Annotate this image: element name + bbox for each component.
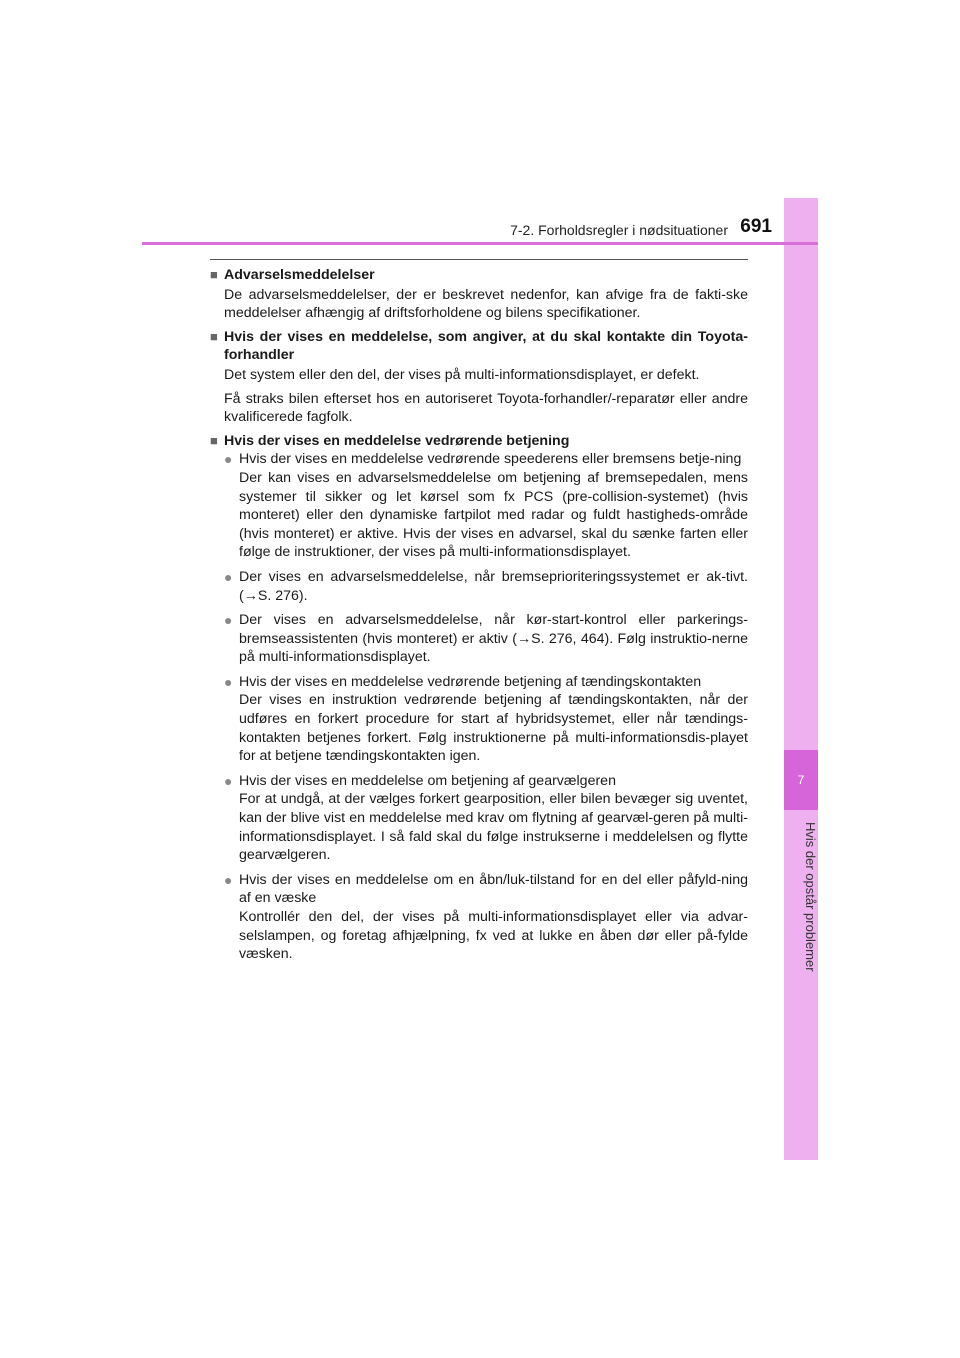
section-kontakt-forhandler <box>210 328 748 427</box>
section-betjening <box>210 432 748 964</box>
bullet-heading: Hvis der vises en meddelelse om en åbn/luk-tilstand for en del eller påfyld-ning af en væske <box>239 871 748 907</box>
section-advarselsmeddelelser <box>210 266 748 323</box>
list-item <box>224 450 748 562</box>
section-square-icon: ■ <box>210 328 218 344</box>
bullet-icon: ● <box>224 612 233 629</box>
bullet-icon: ● <box>224 451 233 468</box>
list-item <box>224 673 748 766</box>
section-title: ■ Hvis der vises en meddelelse vedrørende betjening <box>210 432 570 449</box>
chapter-side-tab <box>784 198 818 1160</box>
section-title: ■ Hvis der vises en meddelelse, som angiver, at du skal kontakte din Toyota-forhandler <box>210 328 748 364</box>
bullet-body: For at undgå, at der vælges forkert gearposition, eller bilen bevæger sig uventet, kan der blive vist en meddelelse med krav om flytning af gearvæl-geren på multi-informationsdisplayet. I så fald skal du følge instrukserne i meddelelsen og flytte gearvælgeren. <box>239 791 748 864</box>
paragraph: De advarselsmeddelelser, der er beskrevet nedenfor, kan afvige fra de fakti-ske meddelelser afhængig af driftsforholdene og bilens specifikationer. <box>224 286 748 322</box>
bullet-icon: ● <box>224 772 233 789</box>
list-item <box>224 568 748 605</box>
section-title: ■ Advarselsmeddelelser <box>210 267 375 283</box>
paragraph: Få straks bilen efterset hos en autoriseret Toyota-forhandler/-reparatør eller andre kvalificerede fagfolk. <box>224 390 748 426</box>
list-item <box>224 871 748 964</box>
list-item <box>224 772 748 865</box>
bullet-heading: Der vises en advarselsmeddelelse, når bremseprioriteringssystemet er ak-tivt. (→S. 276). <box>239 568 748 604</box>
bullet-icon: ● <box>224 871 233 888</box>
section-header-title: 7-2. Forholdsregler i nødsituationer <box>510 222 728 238</box>
content-divider <box>210 259 748 260</box>
bullet-heading: Hvis der vises en meddelelse vedrørende speederens eller bremsens betje-ning <box>239 451 742 468</box>
page-header <box>142 216 818 246</box>
bullet-body: Der kan vises en advarselsmeddelelse om betjening af bremsepedalen, mens systemer til sikker og let kørsel som fx PCS (pre-collision-systemet) (hvis monteret) eller den dynamiske fartpilot med radar og fuldt hastigheds-område (hvis monteret) er aktive. Hvis der vises en advarsel, skal du sænke farten eller følge de instruktioner, der vises på multi-informationsdisplayet. <box>239 469 748 561</box>
bullet-heading: Hvis der vises en meddelelse vedrørende betjening af tændingskontakten <box>239 673 702 690</box>
bullet-body: Der vises en instruktion vedrørende betjening af tændingskontakten, når der udføres en forkert procedure for start af hybridsystemet, eller når tændings-kontakten betjenes forkert. Følg instruktionerne på multi-informationsdis-playet for at betjene tændingskontakten igen. <box>239 692 748 765</box>
section-square-icon: ■ <box>210 432 218 448</box>
page-number: 691 <box>740 216 772 237</box>
list-item <box>224 611 748 667</box>
page-content <box>210 266 748 970</box>
chapter-number: 7 <box>784 750 818 810</box>
bullet-icon: ● <box>224 673 233 690</box>
bullet-body: Kontrollér den del, der vises på multi-informationsdisplayet eller via advar-selslampen, og foretag afhjælpning, fx ved at lukke en åben dør eller på-fylde væsken. <box>239 909 748 963</box>
bullet-heading: Der vises en advarselsmeddelelse, når kør-start-kontrol eller parkerings-bremseassistenten (hvis monteret) er aktiv (→S. 276, 464). Følg instruktio-nerne på multi-informationsdisplayet. <box>239 612 748 666</box>
section-square-icon: ■ <box>210 267 218 282</box>
bullet-heading: Hvis der vises en meddelelse om betjening af gearvælgeren <box>239 772 616 789</box>
paragraph: Det system eller den del, der vises på multi-informationsdisplayet, er defekt. <box>224 366 700 383</box>
header-rule <box>142 242 818 245</box>
bullet-icon: ● <box>224 568 233 585</box>
chapter-title: Hvis der opstår problemer <box>803 822 818 972</box>
